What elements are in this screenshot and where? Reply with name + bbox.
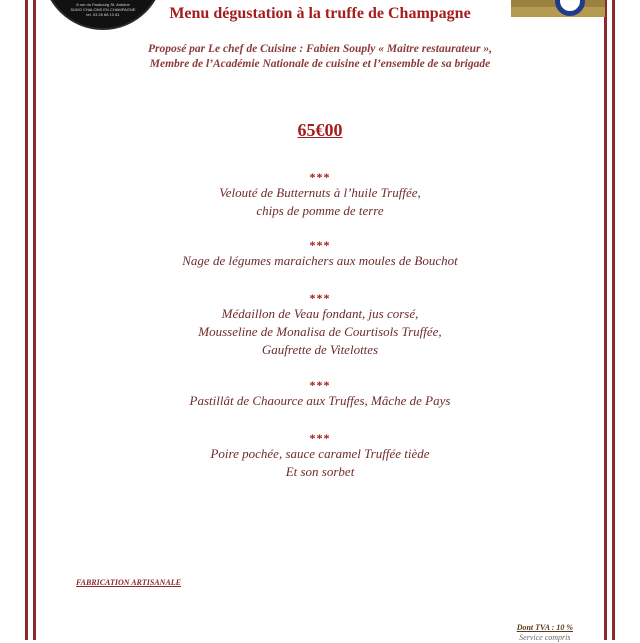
course-line: Pastillât de Chaource aux Truffes, Mâche de Pays (189, 393, 451, 408)
course-separator: *** (309, 378, 331, 392)
chef-credit (0, 42, 640, 71)
menu-title: Menu dégustation à la truffe de Champagne (169, 5, 471, 22)
course-line: Gaufrette de Vitelottes (261, 342, 379, 357)
logo-phone: tel. 03 26 68 10 81 (86, 12, 120, 17)
vat-label: Dont TVA : 10 % (516, 623, 573, 632)
course-separator: *** (309, 431, 331, 445)
handmade-label: FABRICATION ARTISANALE (76, 578, 182, 587)
course-line: Mousseline de Monalisa de Courtisols Truffée, (198, 324, 442, 339)
course-line: Et son sorbet (285, 464, 355, 479)
course-main (0, 291, 640, 359)
course-line: Médaillon de Veau fondant, jus corsé, (221, 306, 419, 321)
course-line: Poire pochée, sauce caramel Truffée tiède (210, 446, 430, 461)
menu-price: 65€00 (297, 120, 343, 140)
course-separator: *** (309, 238, 331, 252)
course-separator: *** (309, 170, 331, 184)
logo-address-line: 6 rue du Faubourg St. Antoine (76, 2, 130, 7)
course-fish (0, 238, 640, 270)
course-dessert (0, 431, 640, 481)
logo-address-line: 51000 CHALONS EN CHAMPAGNE (70, 7, 136, 12)
chef-credit-line: Membre de l’Académie Nationale de cuisine et l’ensemble de sa brigade (149, 57, 491, 70)
course-line: Velouté de Butternuts à l’huile Truffée, (219, 185, 421, 200)
vat-note (517, 623, 573, 643)
course-cheese (0, 378, 640, 410)
chef-credit-line: Proposé par Le chef de Cuisine : Fabien Souply « Maitre restaurateur », (147, 43, 493, 55)
course-line: Nage de légumes maraichers aux moules de Bouchot (182, 253, 458, 268)
course-separator: *** (309, 291, 331, 305)
course-starter (0, 170, 640, 220)
course-line: chips de pomme de terre (256, 203, 384, 218)
service-label: Service compris (519, 633, 571, 642)
